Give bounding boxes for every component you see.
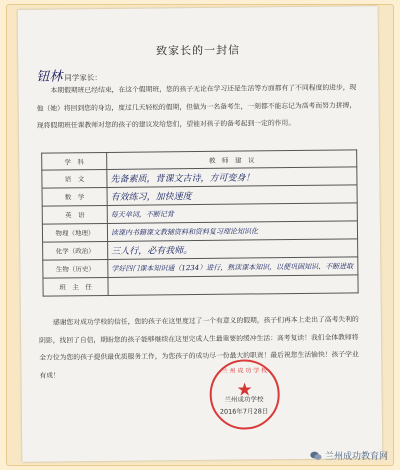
subject-cell: 化学（政治） [43,241,108,260]
advice-table [41,149,358,296]
letter-date: 2016年7月28日 [219,407,269,416]
signature-block [220,393,269,418]
wechat-icon [310,451,322,461]
advice-cell: 读课内书籍课文教辅资料和资料复习理论知识化 [107,221,357,242]
advice-cell: 先备素质，背课文古诗，方可变身！ [107,167,357,188]
closing-paragraph: 感谢您对成功学校的信任，您的孩子在这里度过了一个有意义的假期，孩子们再本上走出了高考失利的阴影，找回了自信，期盼您的孩子能够继续在这里完成人生最重要的缓冲生活：高考复读！我们全体教师将全方位为您的孩子提供最优质服务工作，为您孩子的成功尽一份最大的职责！最后祝您生活愉快！孩子学业有成！ [39,315,359,380]
subject-cell: 物理（地理） [42,223,107,242]
subject-cell: 生物（历史） [43,259,108,278]
signature: 兰州成功学校 [224,395,264,404]
advice-cell: 三人行，必有我师。 [108,239,358,260]
subject-cell: 英 语 [42,205,107,224]
header-advice: 教 师 建 议 [107,150,357,170]
subject-cell: 数 学 [42,187,107,206]
letter-paper [18,6,383,462]
seal-star-icon: ★ [236,379,253,401]
advice-cell [108,275,358,296]
watermark-text: 兰州成功教育网 [324,452,388,462]
seal-text: 兰 州 成 功 学 校 [221,367,268,375]
watermark [310,449,388,462]
advice-cell: 有效练习，加快速度 [107,185,357,206]
greeting-suffix: 同学家长： [64,73,102,83]
advice-cell: 学好四门课本知识通（1234）进行，熟读课本知识，以便巩固知识、不断进取 [108,257,358,278]
subject-cell: 班 主 任 [43,277,108,296]
letter-title: 致家长的一封信 [156,43,241,58]
intro-paragraph: 本期假期班已经结束，在这个假期班，您的孩子无论在学习还是生活等方面都有了不同程度的进步，现他（她）将回到您的身边，度过几天轻松的假期，但做为一名备考生，一刻都不能忘记为高考而努力拼搏，现将假期班任课教师对您的孩子的建议发给您们，望能对孩子的备考起到一定的作用。 [36,83,357,130]
subject-cell: 语 文 [42,169,107,188]
student-name-handwritten: 钮林 [36,69,63,85]
header-subject: 学 科 [42,152,107,170]
advice-cell: 每天单词，不断记背 [107,203,357,224]
table-row [43,275,358,296]
